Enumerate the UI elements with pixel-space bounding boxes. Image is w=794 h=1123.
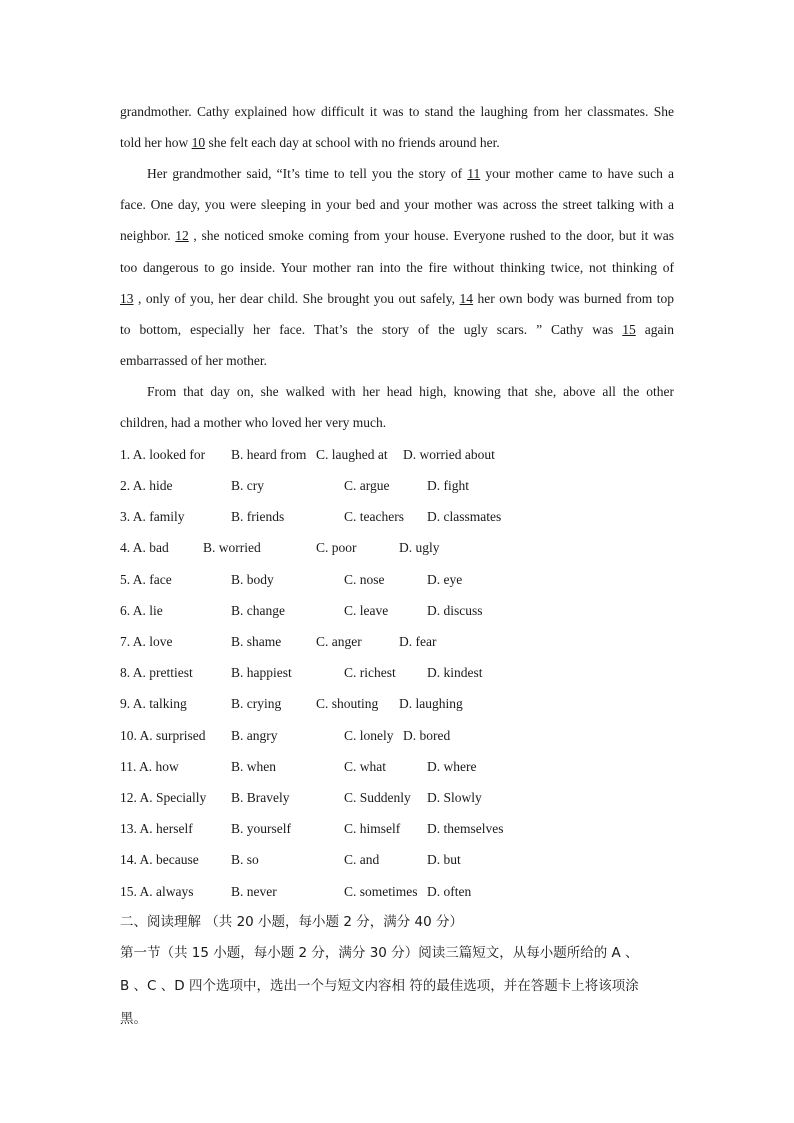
option-d: D. fight xyxy=(427,478,469,493)
option-c: C. richest xyxy=(344,665,396,680)
option-number-a: 11. A. how xyxy=(120,759,179,774)
option-b: B. angry xyxy=(231,728,278,743)
option-row xyxy=(0,726,794,746)
blank-11: 11 xyxy=(467,166,481,181)
option-row xyxy=(0,819,794,839)
option-row xyxy=(0,507,794,527)
option-number-a: 9. A. talking xyxy=(120,696,187,711)
option-d: D. fear xyxy=(399,634,437,649)
passage-line: embarrassed of her mother. xyxy=(120,353,267,368)
option-d: D. often xyxy=(427,884,472,899)
option-d: D. laughing xyxy=(399,696,463,711)
option-row xyxy=(0,570,794,590)
option-b: B. when xyxy=(231,759,276,774)
option-row xyxy=(0,601,794,621)
option-d: D. bored xyxy=(403,728,451,743)
option-number-a: 14. A. because xyxy=(120,852,199,867)
option-row xyxy=(0,632,794,652)
option-row xyxy=(0,694,794,714)
blank-14: 14 xyxy=(459,291,474,306)
option-number-a: 8. A. prettiest xyxy=(120,665,193,680)
option-d: D. classmates xyxy=(427,509,502,524)
option-row xyxy=(0,663,794,683)
option-d: D. but xyxy=(427,852,461,867)
passage-line: told her how 10 she felt each day at school with no friends around her. xyxy=(120,135,500,150)
option-b: B. cry xyxy=(231,478,264,493)
option-c: C. Suddenly xyxy=(344,790,411,805)
option-b: B. yourself xyxy=(231,821,291,836)
option-number-a: 4. A. bad xyxy=(120,540,169,555)
option-c: C. lonely xyxy=(344,728,394,743)
option-c: C. what xyxy=(344,759,386,774)
section-instruction-line: 第一节（共 15 小题，每小题 2 分，满分 30 分）阅读三篇短文，从每小题所给的 A 、 xyxy=(120,945,639,961)
option-c: C. and xyxy=(344,852,380,867)
option-row xyxy=(0,538,794,558)
blank-15: 15 xyxy=(622,322,636,337)
option-number-a: 3. A. family xyxy=(120,509,185,524)
option-c: C. nose xyxy=(344,572,385,587)
option-b: B. Bravely xyxy=(231,790,290,805)
option-row xyxy=(0,445,794,465)
option-number-a: 6. A. lie xyxy=(120,603,163,618)
passage-line: Her grandmother said, “It’s time to tell you the story of 11 your mother came to have such a xyxy=(147,166,675,181)
option-c: C. teachers xyxy=(344,509,404,524)
option-number-a: 5. A. face xyxy=(120,572,172,587)
option-number-a: 12. A. Specially xyxy=(120,790,207,805)
option-c: C. anger xyxy=(316,634,362,649)
option-row xyxy=(0,882,794,902)
option-d: D. eye xyxy=(427,572,463,587)
option-b: B. so xyxy=(231,852,259,867)
passage-line: From that day on, she walked with her head high, knowing that she, above all the other xyxy=(147,384,674,399)
passage-line: neighbor. 12 , she noticed smoke coming from your house. Everyone rushed to the door, but it was xyxy=(120,228,674,243)
option-number-a: 10. A. surprised xyxy=(120,728,206,743)
option-d: D. ugly xyxy=(399,540,440,555)
section-heading: 二、阅读理解 （共 20 小题，每小题 2 分，满分 40 分） xyxy=(120,914,463,930)
blank-10: 10 xyxy=(191,135,206,150)
passage-line: 13 , only of you, her dear child. She brought you out safely, 14 her own body was burned from top xyxy=(120,291,674,306)
option-row xyxy=(0,850,794,870)
option-number-a: 1. A. looked for xyxy=(120,447,206,462)
option-b: B. heard from xyxy=(231,447,307,462)
option-c: C. himself xyxy=(344,821,401,836)
option-b: B. body xyxy=(231,572,274,587)
option-b: B. worried xyxy=(203,540,261,555)
option-c: C. poor xyxy=(316,540,357,555)
passage-line: too dangerous to go inside. Your mother ran into the fire without thinking twice, not thinking of xyxy=(120,260,674,275)
option-row xyxy=(0,788,794,808)
option-c: C. argue xyxy=(344,478,390,493)
passage-line: face. One day, you were sleeping in your bed and your mother was across the street talking with a xyxy=(120,197,674,212)
option-d: D. kindest xyxy=(427,665,483,680)
option-b: B. happiest xyxy=(231,665,292,680)
option-row xyxy=(0,757,794,777)
passage-line: grandmother. Cathy explained how difficult it was to stand the laughing from her classmates. She xyxy=(120,104,674,119)
option-b: B. shame xyxy=(231,634,282,649)
option-row xyxy=(0,476,794,496)
option-number-a: 7. A. love xyxy=(120,634,173,649)
option-d: D. themselves xyxy=(427,821,504,836)
option-b: B. change xyxy=(231,603,285,618)
option-number-a: 13. A. herself xyxy=(120,821,193,836)
passage-line: children, had a mother who loved her very much. xyxy=(120,415,387,430)
option-d: D. Slowly xyxy=(427,790,482,805)
section-instruction-line: B 、C 、D 四个选项中，选出一个与短文内容相 符的最佳选项，并在答题卡上将该项涂 xyxy=(120,978,639,994)
option-c: C. laughed at xyxy=(316,447,388,462)
section-instruction-line: 黑。 xyxy=(120,1011,147,1027)
passage-line: to bottom, especially her face. That’s the story of the ugly scars. ” Cathy was 15 again xyxy=(120,322,674,337)
option-d: D. where xyxy=(427,759,477,774)
option-b: B. never xyxy=(231,884,277,899)
option-c: C. leave xyxy=(344,603,389,618)
option-c: C. sometimes xyxy=(344,884,418,899)
option-b: B. crying xyxy=(231,696,282,711)
option-d: D. discuss xyxy=(427,603,483,618)
option-b: B. friends xyxy=(231,509,285,524)
option-c: C. shouting xyxy=(316,696,379,711)
option-number-a: 2. A. hide xyxy=(120,478,173,493)
blank-12: 12 xyxy=(175,228,189,243)
blank-13: 13 xyxy=(120,291,134,306)
option-number-a: 15. A. always xyxy=(120,884,194,899)
option-d: D. worried about xyxy=(403,447,495,462)
